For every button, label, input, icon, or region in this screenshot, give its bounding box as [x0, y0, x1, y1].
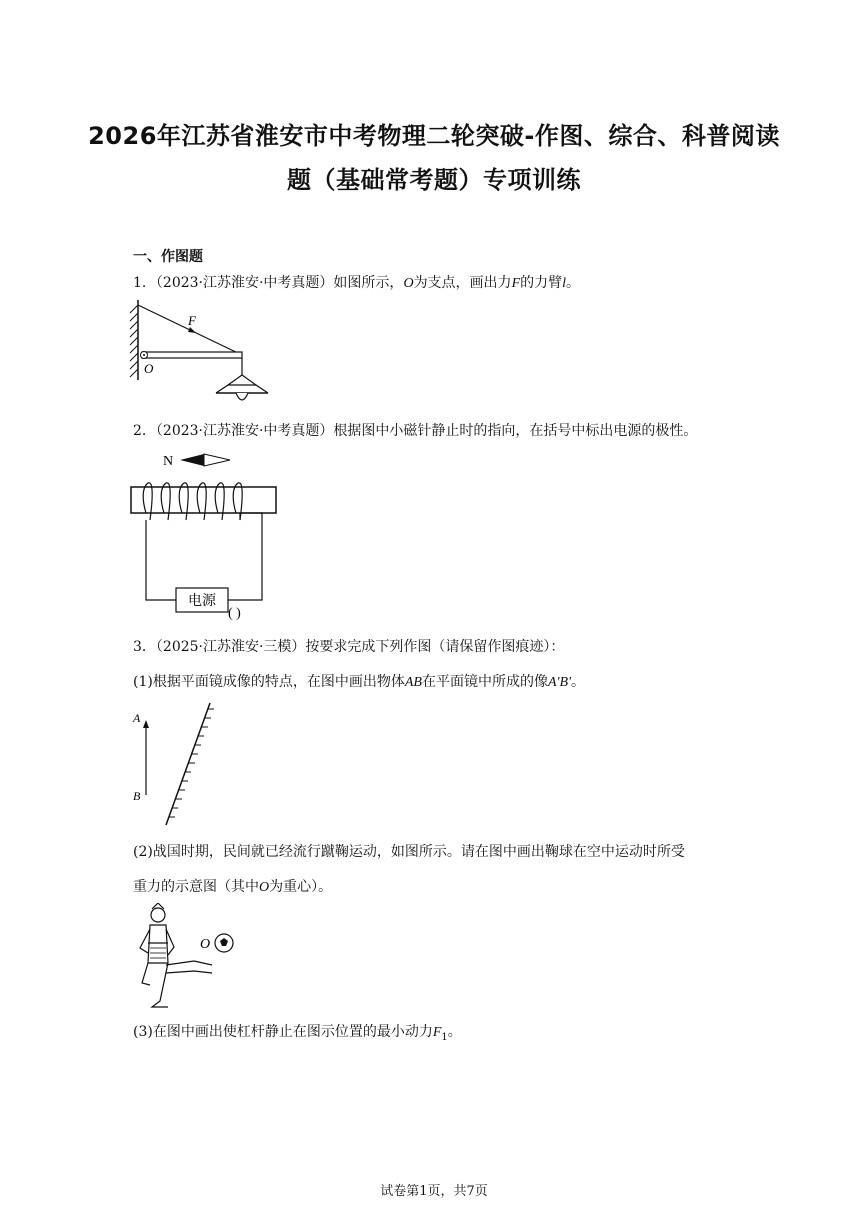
- question-3-sub2-line2: 重力的示意图（其中O为重心）。: [133, 879, 333, 895]
- section-heading: 一、作图题: [133, 249, 203, 265]
- question-2-text: 2．（2023·江苏淮安·中考真题）根据图中小磁针静止时的指向，在括号中标出电源的极性。: [133, 423, 698, 439]
- question-1-figure: [120, 295, 280, 415]
- label-bracket: ( ): [228, 606, 241, 620]
- page-title-line1: 2026年江苏省淮安市中考物理二轮突破-作图、综合、科普阅读: [88, 122, 780, 150]
- label-B: B: [133, 789, 141, 803]
- page-title-line2: 题（基础常考题）专项训练: [287, 166, 581, 194]
- question-3-text: 3．（2025·江苏淮安·三模）按要求完成下列作图（请保留作图痕迹）：: [133, 639, 565, 655]
- page-footer: 试卷第1页，共7页: [380, 1184, 488, 1199]
- label-A: A: [133, 711, 141, 725]
- question-3-sub3: (3)在图中画出使杠杆静止在图示位置的最小动力$F_1$。: [133, 1024, 462, 1043]
- label-power-source: 电源: [188, 594, 216, 609]
- label-O-ball: O: [200, 937, 211, 952]
- question-3-sub1: (1)根据平面镜成像的特点，在图中画出物体AB在平面镜中所成的像A'B'。: [133, 674, 586, 690]
- label-N: N: [163, 454, 174, 469]
- question-3-sub2-figure: [128, 903, 248, 1015]
- question-3-sub1-figure: [128, 700, 228, 830]
- question-1-text: 1．（2023·江苏淮安·中考真题）如图所示，O为支点，画出力F的力臂l。: [133, 275, 581, 291]
- question-3-sub2-line1: (2)战国时期，民间就已经流行蹴鞠运动，如图所示。请在图中画出鞠球在空中运动时所受: [133, 844, 685, 860]
- question-2-figure: [128, 445, 288, 620]
- label-F: F: [188, 313, 196, 328]
- label-O: O: [144, 361, 154, 376]
